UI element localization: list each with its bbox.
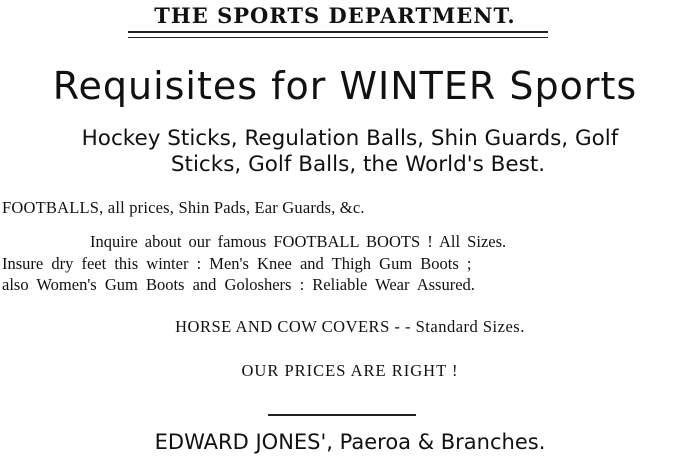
prices-line: OUR PRICES ARE RIGHT ! (241, 361, 459, 380)
footer-merchant: EDWARD JONES', Paeroa & Branches. (154, 430, 546, 454)
subtitle-line-1: Hockey Sticks, Regulation Balls, Shin Guards, Golf (81, 126, 619, 151)
footballs-line: FOOTBALLS, all prices, Shin Pads, Ear Guards, &c. (2, 198, 365, 217)
heading-double-rule (128, 31, 548, 38)
advert-title: Requisites for WINTER Sports (52, 64, 638, 108)
inquire-line: Inquire about our famous FOOTBALL BOOTS ! All Sizes. (90, 232, 507, 251)
insure-line: Insure dry feet this winter : Men's Knee and Thigh Gum Boots ; (2, 254, 472, 273)
subtitle-line-2: Sticks, Golf Balls, the World's Best. (170, 152, 546, 177)
department-heading: THE SPORTS DEPARTMENT. (154, 3, 516, 28)
footer-divider (268, 414, 416, 416)
horse-cow-covers-line: HORSE AND COW COVERS - - Standard Sizes. (175, 317, 525, 336)
also-line: also Women's Gum Boots and Goloshers : Reliable Wear Assured. (2, 275, 475, 294)
